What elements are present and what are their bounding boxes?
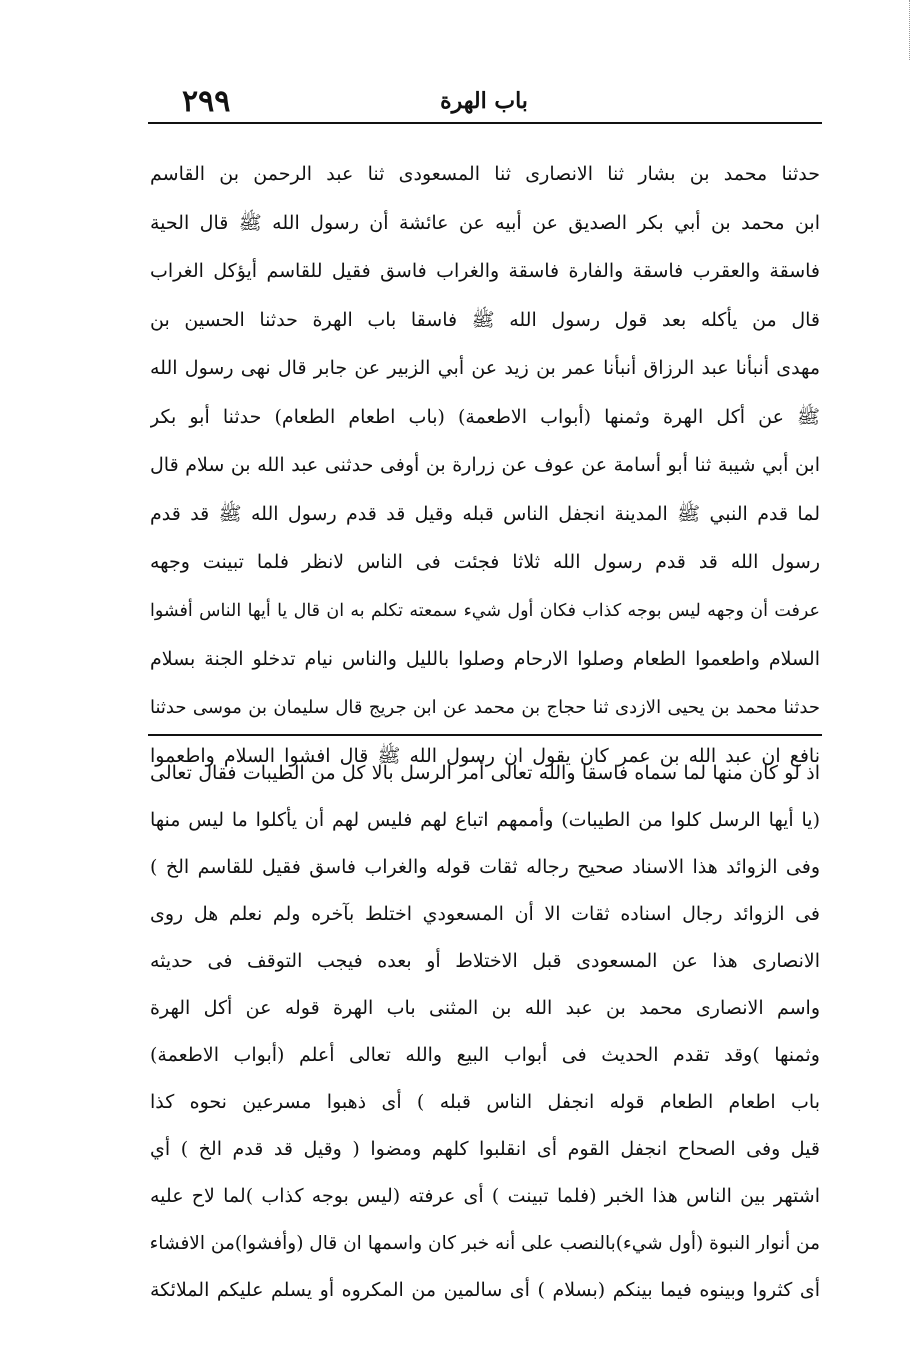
page-number: ٢٩٩ [182,84,231,119]
note-line: الانصارى هذا عن المسعودى قبل الاختلاط أو بعده فيجب التوقف فى حديثه [150,950,820,972]
page-edge-marks [899,0,910,60]
note-line: (يا أيها الرسل كلوا من الطيبات) وأممهم اتباع لهم فليس لهم أن يأكلوا ما ليس منها [150,809,820,831]
chapter-title: باب الهرة [440,88,528,114]
hadith-text [150,150,820,781]
note-line: وثمنها )وقد تقدم الحديث فى أبواب البيع والله تعالى أعلم (أبواب الاطعمة) [150,1044,820,1066]
text-line: ابن محمد بن أبي بكر الصديق عن أبيه عن عائشة أن رسول الله ﷺ قال الحية [150,211,820,234]
note-line: اشتهر بين الناس هذا الخبر (فلما تبينت ) أى عرفته (ليس بوجه كذاب )لما لاح عليه [150,1185,820,1207]
note-line: اذ لو كان منها لما سماه فاسقا والله تعالى أمر الرسل بالا كل من الطيبات فقال تعالى [150,762,820,784]
note-line: من أنوار النبوة (أول شيء)بالنصب على أنه خبر كان واسمها ان قال (وأفشوا)من الافشاء [150,1233,820,1254]
note-line: واسم الانصارى محمد بن عبد الله بن المثنى باب الهرة قوله عن أكل الهرة [150,997,820,1019]
note-line: قيل وفى الصحاح انجفل القوم أى انقلبوا كلهم ومضوا ( وقيل قد قدم الخ ) أي [150,1138,820,1160]
text-line: نافع ان عبد الله بن عمر كان يقول ان رسول الله ﷺ قال افشوا السلام واطعموا [150,745,820,767]
text-line: فاسقة والعقرب فاسقة والفارة فاسقة والغراب فاسق فقيل للقاسم أيؤكل الغراب [150,260,820,282]
text-line: لما قدم النبي ﷺ المدينة انجفل الناس قبله وقيل قد قدم رسول الله ﷺ قد قدم [150,502,820,525]
note-line: فى الزوائد رجال اسناده ثقات الا أن المسعودي اختلط بآخره ولم نعلم هل روى [150,903,820,925]
text-line: حدثنا محمد بن يحيى الازدى ثنا حجاج بن محمد عن ابن جريج قال سليمان بن موسى حدثنا [150,696,820,718]
note-line: أى كثروا وبينوه فيما بينكم (بسلام ) أى سالمين من المكروه أو يسلم عليكم الملائكة [150,1279,820,1301]
footnote-separator [148,734,822,736]
text-line: ﷺ عن أكل الهرة وثمنها (أبواب الاطعمة) (باب اطعام الطعام) حدثنا أبو بكر [150,405,820,428]
commentary-text [150,750,820,1314]
note-line: باب اطعام الطعام قوله انجفل الناس قبله ) أى ذهبوا مسرعين نحوه كذا [150,1091,820,1113]
note-line: وفى الزوائد هذا الاسناد صحيح رجاله ثقات قوله والغراب فاسق فقيل للقاسم الخ ) [150,856,820,878]
text-line: ابن أبي شيبة ثنا أبو أسامة عن عوف عن زرارة بن أوفى حدثنى عبد الله بن سلام قال [150,454,820,476]
header-rule [148,122,822,124]
text-line: مهدى أنبأنا عبد الرزاق أنبأنا عمر بن زيد عن أبي الزبير عن جابر قال نهى رسول الله [150,357,820,379]
text-line: رسول الله قد قدم رسول الله ثلاثا فجئت فى الناس لانظر فلما تبينت وجهه [150,551,820,573]
text-line: عرفت أن وجهه ليس بوجه كذاب فكان أول شيء سمعته تكلم به ان قال يا أيها الناس أفشوا [150,600,820,621]
text-line: السلام واطعموا الطعام وصلوا الارحام وصلوا بالليل والناس نيام تدخلو الجنة بسلام [150,648,820,670]
page-header [148,86,820,120]
text-line: قال من يأكله بعد قول رسول الله ﷺ فاسقا باب الهرة حدثنا الحسين بن [150,308,820,331]
text-line: حدثنا محمد بن بشار ثنا الانصارى ثنا المسعودى ثنا عبد الرحمن بن القاسم [150,163,820,185]
